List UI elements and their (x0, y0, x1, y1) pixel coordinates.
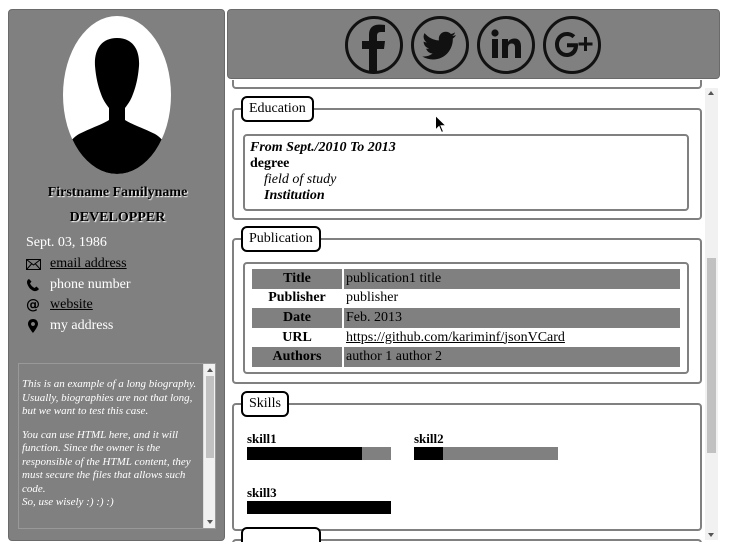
main-content[interactable] (227, 80, 720, 542)
envelope-icon (25, 256, 41, 272)
skill-bar (414, 447, 558, 460)
publication-key: Title (252, 269, 342, 289)
skill-bar-fill (414, 447, 443, 460)
skill-name: skill2 (414, 431, 444, 446)
table-row (252, 308, 680, 328)
scroll-up-arrow-icon[interactable] (708, 91, 714, 95)
skills-section (232, 396, 702, 531)
address: my address (50, 318, 114, 333)
website-link[interactable]: website (50, 297, 93, 312)
skill-item (247, 431, 391, 460)
education-entry (243, 134, 689, 211)
website-row (25, 297, 93, 313)
phone-row (25, 277, 130, 293)
publication-table (250, 269, 682, 367)
skills-legend: Skills (241, 391, 289, 417)
education-legend: Education (241, 96, 314, 122)
publication-url-link[interactable]: https://github.com/kariminf/jsonVCard (346, 329, 565, 345)
avatar (63, 16, 171, 174)
publication-key: Date (252, 308, 342, 328)
email-link[interactable]: email address (50, 256, 127, 271)
map-pin-icon (25, 318, 41, 334)
previous-section (232, 80, 702, 89)
publication-entry (243, 262, 689, 374)
education-section (232, 101, 702, 220)
skill-bar-fill (247, 447, 362, 460)
twitter-icon (414, 19, 466, 71)
bio-paragraph: This is an example of a long biography. Usually, biographies are not that long, but we want to test this case. (22, 378, 197, 417)
bio-paragraph: So, use wisely :) :) :) (22, 496, 114, 508)
publication-legend: Publication (241, 226, 321, 252)
education-period: From Sept./2010 To 2013 (250, 140, 396, 155)
publication-key: Authors (252, 347, 342, 367)
mouse-cursor-icon (435, 115, 447, 139)
twitter-link[interactable] (411, 16, 469, 74)
publication-key: URL (282, 329, 312, 345)
birthdate: Sept. 03, 1986 (26, 235, 107, 250)
phone-icon (25, 277, 41, 293)
publication-value (344, 328, 680, 348)
main-scrollbar-thumb[interactable] (707, 258, 716, 453)
address-row (25, 318, 113, 334)
biography-box[interactable] (18, 363, 216, 529)
publication-key: Publisher (268, 290, 326, 306)
skill-item (247, 485, 391, 514)
publication-value: author 1 author 2 (344, 347, 680, 367)
facebook-link[interactable] (345, 16, 403, 74)
scroll-down-arrow-icon[interactable] (207, 520, 213, 524)
linkedin-link[interactable] (477, 16, 535, 74)
table-row (252, 269, 680, 289)
bio-paragraph: You can use HTML here, and it will function. Since the owner is the responsible of the HTML content, they must secure the files that allows such code. (22, 428, 191, 495)
social-header (227, 9, 720, 79)
skill-bar (247, 501, 391, 514)
profile-sidebar (8, 9, 225, 541)
publication-value: publication1 title (344, 269, 680, 289)
main-scrollbar[interactable] (705, 88, 718, 540)
facebook-icon (348, 19, 400, 71)
table-row (252, 347, 680, 367)
bio-scrollbar-thumb[interactable] (206, 376, 214, 458)
job-title: DEVELOPPER (69, 210, 166, 225)
bio-scrollbar[interactable] (203, 364, 215, 528)
skill-bar (247, 447, 391, 460)
publication-value: publisher (346, 290, 399, 306)
next-section (232, 539, 702, 542)
scroll-down-arrow-icon[interactable] (708, 533, 714, 537)
email-row (25, 256, 127, 272)
full-name: Firstname Familyname (47, 185, 188, 200)
skill-bar-fill (247, 501, 391, 514)
scroll-up-arrow-icon[interactable] (207, 368, 213, 372)
person-silhouette-icon (63, 16, 171, 174)
education-field: field of study (264, 172, 337, 187)
skill-name: skill3 (247, 485, 277, 500)
table-row (252, 289, 680, 309)
linkedin-icon (480, 19, 532, 71)
at-sign-icon: @ (26, 297, 40, 313)
phone-number: phone number (50, 277, 131, 292)
education-institution: Institution (264, 188, 325, 203)
skill-name: skill1 (247, 431, 277, 446)
publication-section (232, 231, 702, 384)
skill-item (414, 431, 558, 460)
google-plus-link[interactable] (543, 16, 601, 74)
biography-text (22, 378, 204, 520)
next-section-legend (241, 527, 321, 542)
table-row (252, 328, 680, 348)
google-plus-icon (546, 19, 598, 71)
publication-value: Feb. 2013 (344, 308, 680, 328)
education-degree: degree (250, 156, 290, 171)
